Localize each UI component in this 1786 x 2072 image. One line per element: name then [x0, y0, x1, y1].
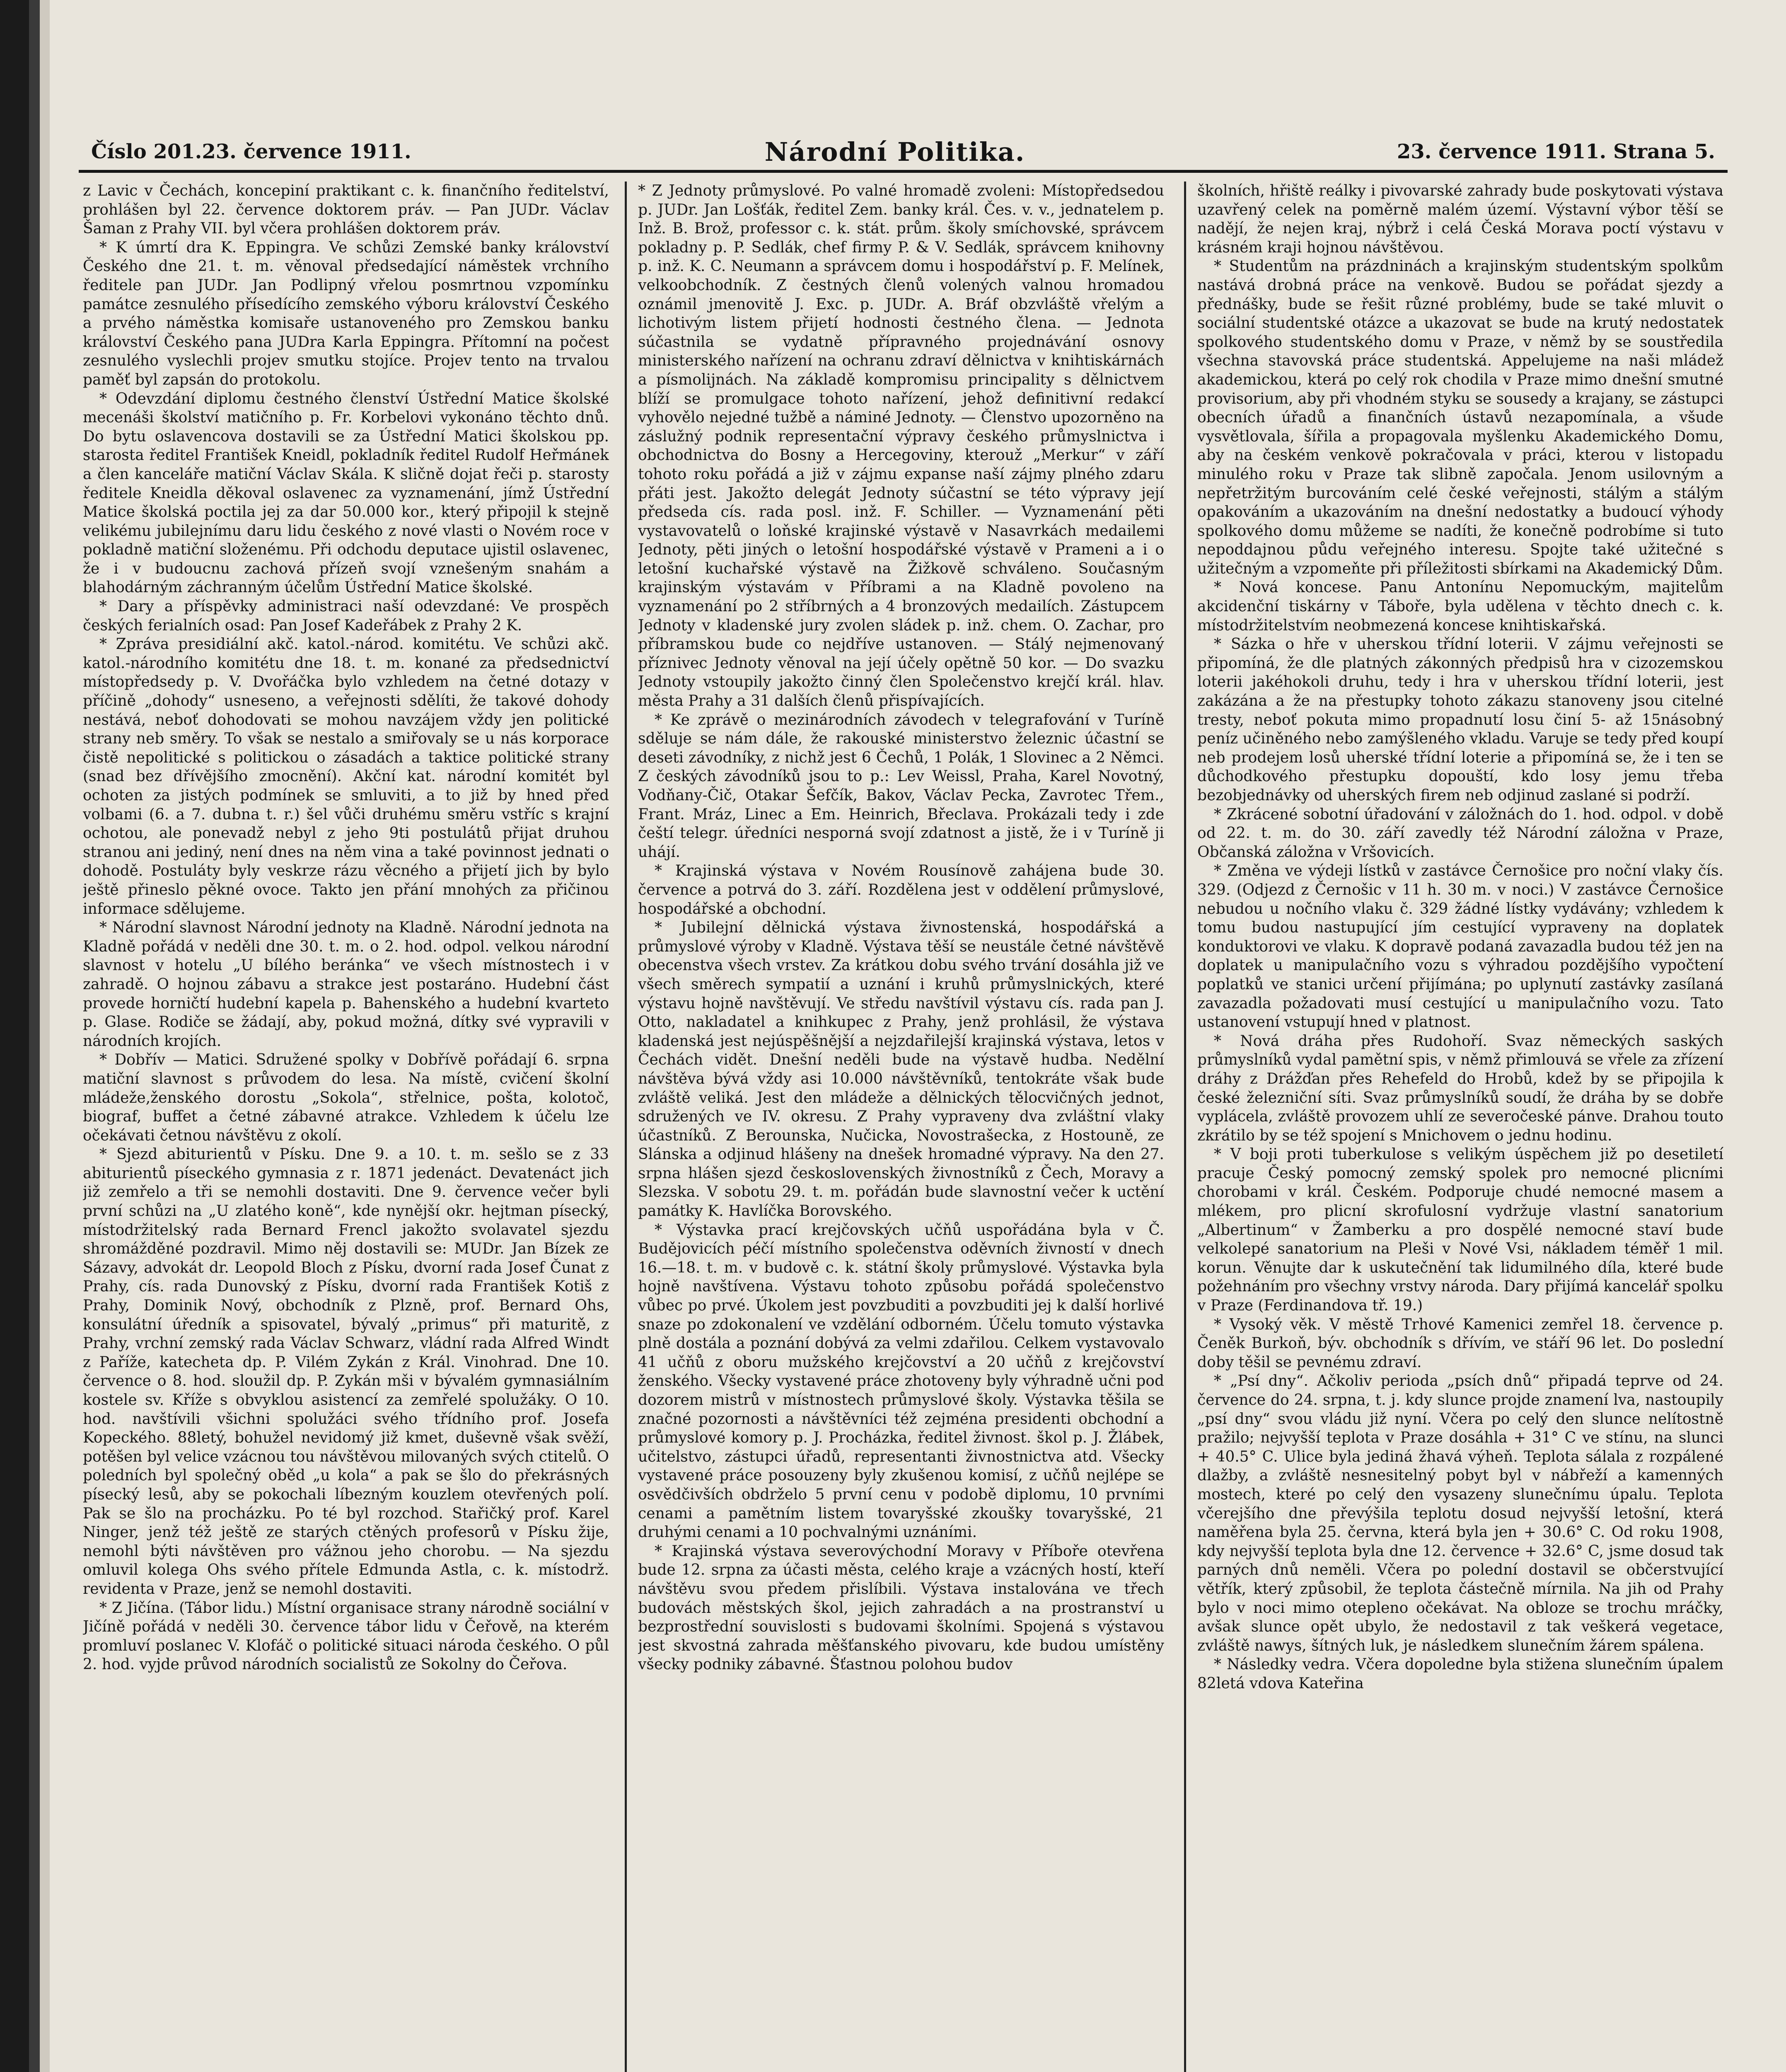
article-paragraph: * Dary a příspěvky administraci naší odevzdané: Ve prospěch českých ferialních osad: Pan Josef Kadeřábek z Prahy 2 K. [83, 598, 609, 634]
article-paragraph: * Vysoký věk. V městě Trhové Kamenici zemřel 18. července p. Čeněk Burkoň, býv. obchodník s dřívím, ve stáří 96 let. Do poslední doby těšil se pevnému zdraví. [1197, 1316, 1723, 1371]
article-paragraph: * Nová koncese. Panu Antonínu Nepomuckým, majitelům akcidenční tiskárny v Táboře, byla udělena v těchto dnech c. k. místodržitelstvím neobmezená koncese knihtiskařská. [1197, 579, 1723, 634]
issue-date-left: Číslo 201.23. července 1911. [91, 140, 411, 163]
article-columns [79, 182, 1728, 2072]
article-paragraph: * Změna ve výdeji lístků v zastávce Černošice pro noční vlaky čís. 329. (Odjezd z Černošic v 11 h. 30 m. v noci.) V zastávce Černošice nebudou u nočního vlaku č. 329 žádné lístky vydávány; vzhledem k tomu budou nastupující jím cestující vypraveny na doplatek konduktorovi ve vlaku. K dopravě podaná zavazadla budou též jen na doplatek u manipulačního vozu s výhradou pozdějšího vypočtení poplatků ve stanici určení přijímána; po uplynutí zastávky zasílaná zavazadla požadovati musí cestující u manipulačního vozu. Tato ustanovení vstupují hned v platnost. [1197, 862, 1723, 1031]
column-3 [1197, 182, 1723, 2072]
column-1 [83, 182, 609, 2072]
article-paragraph: * Sázka o hře v uherskou třídní loterii. V zájmu veřejnosti se připomíná, že dle platných zákonných předpisů hra v cizozemskou loterii jakéhokoli druhu, tedy i hra v uherskou třídní loterii, jest zakázána a že na přestupky tohoto zákazu stanoveny jsou citelné tresty, neboť pokuta mimo propadnutí losu činí 5- až 15násobný peníz učiněného nebo zamýšleného vkladu. Varuje se tedy před koupí neb prodejem losů uherské třídní loterie a připomíná se, že i ten se důchodkového přestupku dopouští, kdo losy jemu třeba bezobjednávky od uherských firem neb odjinud zaslané si podrží. [1197, 636, 1723, 804]
article-paragraph: * Následky vedra. Včera dopoledne byla stižena slunečním úpalem 82letá vdova Kateřina [1197, 1656, 1723, 1692]
article-paragraph: * V boji proti tuberkulose s velikým úspěchem již po desetiletí pracuje Český pomocný zemský spolek pro nemocné plicními chorobami v král. Českém. Podporuje chudé nemocné masem a mlékem, pro plicní skrofulosní vydržuje vlastní sanatorium „Albertinum“ v Žamberku a pro dospělé nemocné staví bude velkolepé sanatorium na Pleši v Nové Vsi, nákladem téměř 1 mil. korun. Věnujte dar k uskutečnění tak lidumilného díla, které bude požehnáním pro všechny vrstvy národa. Dary přijímá kancelář spolku v Praze (Ferdinandova tř. 19.) [1197, 1146, 1723, 1314]
article-paragraph: * Z Jičína. (Tábor lidu.) Místní organisace strany národně sociální v Jičíně pořádá v neděli 30. července tábor lidu v Čeřově, na kterém promluví poslanec V. Klofáč o politické situaci národa českého. O půl 2. hod. vyjde průvod národních socialistů ze Sokolny do Čeřova. [83, 1599, 609, 1673]
article-paragraph: * Dobřív — Matici. Sdružené spolky v Dobřívě pořádají 6. srpna matiční slavnost s průvodem do lesa. Na místě, cvičení školní mládeže,ženského dorostu „Sokola“, střelnice, pošta, kolotoč, biograf, buffet a četné zábavné atrakce. Vzhledem k účelu lze očekávati četnou návštěvu z okolí. [83, 1051, 609, 1144]
article-paragraph: * Ke zprávě o mezinárodních závodech v telegrafování v Turíně sděluje se nám dále, že rakouské ministerstvo železnic účastní se deseti závodníky, z nichž jest 6 Čechů, 1 Polák, 1 Slovinec a 2 Němci. Z českých závodníků jsou to p.: Lev Weissl, Praha, Karel Novotný, Vodňany-Čič, Otakar Šefčík, Bakov, Václav Pecka, Zavrotec Třem., Frant. Mráz, Linec a Em. Heinrich, Břeclava. Prokázali tedy i zde čeští telegr. úředníci nesporná svojí zdatnost a jistě, že i v Turíně ji uhájí. [638, 711, 1164, 861]
masthead-title: Národní Politika. [764, 137, 1025, 167]
page-header [79, 133, 1728, 173]
article-paragraph: z Lavic v Čechách, koncepiní praktikant c. k. finančního ředitelství, prohlášen byl 22. července doktorem práv. — Pan JUDr. Václav Šaman z Prahy VII. byl včera prohlášen doktorem práv. [83, 182, 609, 237]
article-paragraph: * Zpráva presidiální akč. katol.-národ. komitétu. Ve schůzi akč. katol.-národního komitétu dne 18. t. m. konané za předsednictví místopředsedy p. V. Dvořáčka bylo vzhledem na četné dotazy v příčině „dohody“ usneseno, a veřejnosti sdělíti, že takové dohody nestává, neboť dohodovati se mohou navzájem vždy jen politické strany neb směry. To však se nestalo a smiřovaly se u nás korporace čistě nepolitické s politickou o zásadách a taktice politické strany (snad bez dřívějšího zmocnění). Akční kat. národní komitét byl ochoten za jistých podmínek se smluviti, a to již by hned před volbami (6. a 7. dubna t. r.) šel vůči druhému směru vstříc s krajní ochotou, ale ponevadž nebyl z jeho 9ti postulátů přijat druhou stranou ani jediný, není dnes na něm vina a také povinnost jednati o dohodě. Postuláty byly veskrze rázu věcného a přijetí jich by bylo ještě přineslo pěkné ovoce. Takto jen přání mnohých za přičinou informace sdělujeme. [83, 636, 609, 917]
article-paragraph: * Krajinská výstava v Novém Rousínově zahájena bude 30. července a potrvá do 3. září. Rozdělena jest v oddělení průmyslové, hospodářské a obchodní. [638, 862, 1164, 917]
scan-page-edge [0, 0, 50, 2072]
column-2 [638, 182, 1164, 2072]
article-paragraph: * Národní slavnost Národní jednoty na Kladně. Národní jednota na Kladně pořádá v neděli dne 30. t. m. o 2. hod. odpol. velkou národní slavnost v hotelu „U bílého beránka“ ve všech místnostech i v zahradě. O hojnou zábavu a strakce jest postaráno. Hudební část provede horničtí hudební kapela p. Bahenského a hudební kvarteto p. Glase. Rodiče se žádají, aby, pokud možná, dítky své vypravili v národních krojích. [83, 919, 609, 1050]
article-paragraph: * Sjezd abiturientů v Písku. Dne 9. a 10. t. m. sešlo se z 33 abiturientů píseckého gymnasia z r. 1871 jedenáct. Devatenáct jich již zemřelo a tři se nemohli dostaviti. Dne 9. července večer byli první schůzi na „U zlatého koně“, kde nynější okr. hejtman písecký, místodržitelský rada Bernard Frencl jakožto svolavatel sjezdu shromážděné pozdravil. Mimo něj dostavili se: MUDr. Jan Bízek ze Sázavy, advokát dr. Leopold Bloch z Písku, dvorní rada Josef Čunat z Prahy, cís. rada Dunovský z Písku, dvorní rada František Kotiš z Prahy, Dominik Nový, obchodník z Plzně, prof. Bernard Ohs, konsulátní úředník a spisovatel, bývalý „primus“ při maturitě, z Prahy, vrchní zemský rada Václav Schwarz, vládní rada Alfred Windt z Paříže, katecheta dp. P. Vilém Zykán z Král. Vinohrad. Dne 10. července o 8. hod. sloužil dp. P. Zykán mši v bývalém gymnasiálním kostele sv. Kříže s obvyklou asistencí za zemřelé spolužáky. O 10. hod. navštívili všichni spolužáci svého třídního prof. Josefa Kopeckého. 88letý, bohužel nevidomý již kmet, duševně však svěží, potěšen byl velice vzácnou tou návštěvou milovaných svých ctitelů. O poledních byl společný oběd „u kola“ a pak se šlo do překrásných písecký lesů, aby se pokochali líbezným kouzlem otevřených polí. Pak se šlo na procházku. Po té byl rozchod. Stařičký prof. Karel Ninger, jenž též ještě ze starých ctěných profesorů v Písku žije, nemohl býti návštěven pro vážnou jeho chorobu. — Na sjezdu omluvil kolega Ohs svého přítele Edmunda Astla, c. k. místodrž. revidenta v Praze, jenž se nemohl dostaviti. [83, 1146, 609, 1598]
article-paragraph: * Z Jednoty průmyslové. Po valné hromadě zvoleni: Místopředsedou p. JUDr. Jan Lošťák, ředitel Zem. banky král. Čes. v. v., jednatelem p. Inž. B. Brož, professor c. k. stát. prům. školy smíchovské, správcem pokladny p. P. Sedlák, chef firmy P. & V. Sedlák, správcem knihovny p. inž. K. C. Neumann a správcem domu i hospodářství p. F. Melínek, velkoobchodník. Z čestných členů volených valnou hromadou oznámil jmenovitě J. Exc. p. JUDr. A. Bráf obzvláště vřelým a lichotivým listem přijetí hodnosti čestného člena. — Jednota súčastnila se vydatně přípravného projednávání osnovy ministerského nařízení na ochranu zdraví dělnictva v knihtiskárnách a písmolijnách. Na základě kompromisu principality s dělnictvem blíží se promulgace tohoto nařízení, jehož definitivní redakcí vyhovělo nejedné tužbě a náminé Jednoty. — Členstvo upozorněno na záslužný podnik representační výpravy českého průmyslnictva i obchodnictva do Bosny a Hercegoviny, kterouž „Merkur“ v září tohoto roku pořádá a již v zájmu expanse naší zájmy plného zdaru přáti jest. Jakožto delegát Jednoty súčastní se této výpravy její předseda cís. rada posl. inž. F. Schiller. — Vyznamenání pěti vystavovatelů o loňské krajinské výstavě v Nasavrkách medailemi Jednoty, pěti jiných o letošní hospodářské výstavě v Prameni a i o letošní kuchařské výstavě na Žižkově schváleno. Současným krajinským výstavám v Příbrami a na Kladně povoleno na vyznamenání po 2 stříbrných a 4 bronzových medailích. Zástupcem Jednoty v kladenské jury zvolen sládek p. inž. chem. O. Zachar, pro příbramskou bude co nejdříve ustanoven. — Stálý nejmenovaný příznivec Jednoty věnoval na její účely opětně 50 kor. — Do svazku Jednoty vstoupily jakožto činný člen Společenstvo krejčí král. hlav. města Prahy a 31 dalších členů přispívajících. [638, 182, 1164, 710]
page-number-date: 23. července 1911. Strana 5. [1397, 140, 1715, 163]
article-paragraph: * Krajinská výstava severovýchodní Moravy v Příboře otevřena bude 12. srpna za účasti města, celého kraje a vzácných hostí, kteří návštěvu svou předem přislíbili. Výstava instalována ve třech budovách městských škol, jejich zahradách a na prostranství u bezprostřední souvislosti s budovami školními. Spojená s výstavou jest skvostná zahrada měšťanského pivovaru, kde budou umístěny všecky podniky zábavné. Šťastnou polohou budov [638, 1542, 1164, 1673]
article-paragraph: * K úmrtí dra K. Eppingra. Ve schůzi Zemské banky království Českého dne 21. t. m. věnoval předsedající náměstek vrchního ředitele pan JUDr. Jan Podlipný vřelou posmrtnou vzpomínku památce zesnulého přísedícího zemského výboru království Českého a prvého náměstka komisaře ustanoveného pro Zemskou banku království Českého pana JUDra Karla Eppingra. Přítomní na počest zesnulého vyslechli projev smutku stojíce. Projev tento na trvalou paměť byl zapsán do protokolu. [83, 239, 609, 388]
article-paragraph: * Odevzdání diplomu čestného členství Ústřední Matice školské mecenáši školství matičního p. Fr. Korbelovi vykonáno těchto dnů. Do bytu oslavencova dostavili se za Ústřední Matici školskou pp. starosta ředitel František Kneidl, pokladník ředitel Rudolf Heřmánek a člen kanceláře matiční Václav Skála. K sličně dojat řeči p. starosty ředitele Kneidla děkoval oslavenec za vyznamenání, jímž Ústřední Matice školská poctila jej za dar 50.000 kor., který připojil k stejně velikému jubilejnímu daru lidu českého z nové vlasti o Novém roce v pokladně matiční složenému. Při odchodu deputace ujistil oslavenec, že i v budoucnu zachová přízeň svojí vznešeným snahám a blahodárným záchranným účelům Ústřední Matice školské. [83, 390, 609, 596]
article-paragraph: školních, hřiště reálky i pivovarské zahrady bude poskytovati výstava uzavřený celek na poměrně malém území. Výstavní výbor těší se nadějí, že nejen kraj, nýbrž i celá Česká Morava poctí výstavu v krásném kraji hojnou návštěvou. [1197, 182, 1723, 256]
newspaper-page [79, 133, 1728, 2072]
article-paragraph: * Výstavka prací krejčovských učňů uspořádána byla v Č. Budějovicích péčí místního společenstva oděvních živností v dnech 16.—18. t. m. v budově c. k. státní školy průmyslové. Výstavka byla hojně navštívena. Výstavu tohoto způsobu pořádá společenstvo vůbec po prvé. Úkolem jest povzbuditi a povzbuditi jej k další horlivé snaze po zdokonalení ve vzdělání odborném. Účelu tomuto výstavka plně dostála a poznání dobývá za velmi zdařilou. Celkem vystavovalo 41 učňů z oboru mužského krejčovství a 20 učňů z krejčovství ženského. Všecky vystavené práce zhotoveny byly výhradně učni pod dozorem mistrů v místnostech průmyslové školy. Výstavka těšila se značné pozornosti a návštěvníci též zejména presidenti obchodní a průmyslové komory p. J. Procházka, ředitel živnost. škol p. J. Žlábek, učitelstvo, zástupci úřadů, representanti živnostnictva atd. Všecky vystavené práce posouzeny byly zkušenou komisí, z učňů nejlépe se osvědčivších obdrželo 5 první cenu v podobě diplomu, 10 prvními cenami a pamětním listem tovaryšské zkoušky tovaryšské, 21 druhými cenami a 10 pochvalnými uznáními. [638, 1221, 1164, 1541]
article-paragraph: * Jubilejní dělnická výstava živnostenská, hospodářská a průmyslové výroby v Kladně. Výstava těší se neustále četné návštěvě obecenstva všech vrstev. Za krátkou dobu svého trvání dosáhla již ve všech směrech sympatií a uznání i kruhů průmyslnických, které výstavu hojně navštěvují. Ve středu navštívil výstavu cís. rada pan J. Otto, nakladatel a knihkupec z Prahy, jenž prohlásil, že výstava kladenská jest nejúspěšnější a nejzdařilejší krajinská výstava, letos v Čechách vidět. Dnešní neděli bude na výstavě hudba. Nedělní návštěva bývá vždy asi 10.000 návštěvníků, tentokráte však bude zvláště veliká. Jest den mládeže a dělnických tělocvičných jednot, sdružených ve IV. okresu. Z Prahy vypraveny dva zvláštní vlaky účastníků. Z Berounska, Nučicka, Novostrašecka, z Hostouně, ze Slánska a odjinud hlášeny na dnešek hromadné výpravy. Na den 27. srpna hlášen sjezd československých živnostníků z Čech, Moravy a Slezska. V sobotu 29. t. m. pořádán bude slavnostní večer k uctění památky K. Havlíčka Borovského. [638, 919, 1164, 1220]
article-paragraph: * Studentům na prázdninách a krajinským studentským spolkům nastává drobná práce na venkově. Budou se pořádat sjezdy a přednášky, bude se řešit různé problémy, bude se také mluvit o sociální studentské otázce a ukazovat se bude na krutý nedostatek spolkového studentského domu v Praze, v němž by se soustředila všechna stavovská práce studentská. Appelujeme na naši mládež akademickou, která po celý rok chodila v Praze mimo dnešní smutné provisorium, aby při vhodném styku se sousedy a krajany, se zástupci obecních úřadů a finančních ústavů nezapomínala, a všude vysvětlovala, šířila a propagovala myšlenku Akademického Domu, aby na českém venkově pokračovala v práci, kterou v listopadu minulého roku v Praze tak slibně započala. Jenom usilovným a nepřetržitým burcováním celé české veřejnosti, stálým a stálým opakováním a ukazováním na dnešní nedostatky a budoucí výhody spolkového domu můžeme se nadíti, že konečně podrobíme si tuto nepoddajnou půdu veřejného interesu. Spojte také užitečné s užitečným a vzpomeňte při příležitosti sbírkami na Akademický Dům. [1197, 258, 1723, 577]
article-paragraph: * Zkrácené sobotní úřadování v záložnách do 1. hod. odpol. v době od 22. t. m. do 30. září zavedly též Národní záložna v Praze, Občanská záložna v Vršovicích. [1197, 806, 1723, 861]
article-paragraph: * „Psí dny“. Ačkoliv perioda „psích dnů“ připadá teprve od 24. července do 24. srpna, t. j. kdy slunce projde znamení lva, nastoupily „psí dny“ svou vládu již nyní. Včera po celý den slunce nelítostně pražilo; nejvyšší teplota v Praze dosáhla + 31° C ve stínu, na slunci + 40.5° C. Ulice byla jediná žhavá výheň. Teplota sálala z rozpálené dlažby, a zvláště nesnesitelný pobyt byl v nábřeží a kamenných mostech, které po celý den vysazeny slunečnímu úpalu. Teplota včerejšího dne převýšila teplotu dosud nejvyšší letošní, která naměřena byla 25. června, která byla jen + 30.6° C. Od roku 1908, kdy nejvyšší teplota byla dne 12. července + 32.6° C, jsme dosud tak parných dnů neměli. Včera po polední dostavil se občerstvující větřík, který způsobil, že teplota částečně mírnila. Na jih od Prahy bylo v noci mimo otepleno očekávat. Na obloze se trochu mráčky, avšak slunce opět ubylo, že nedostavil z tak veškerá vegetace, zvláště nawys, šítných luk, je následkem slunečním žárem spálena. [1197, 1372, 1723, 1654]
article-paragraph: * Nová dráha přes Rudohoří. Svaz německých saských průmyslníků vydal pamětní spis, v němž přimlouvá se vřele za zřízení dráhy z Drážďan přes Rehefeld do Hrobů, kdež by se připojila k české železniční síti. Svaz průmyslníků soudí, že dráha by se dobře vyplácela, zvláště provozem uhlí ze severočeské pánve. Drahou touto zkrátilo by se též spojení s Mnichovem o jednu hodinu. [1197, 1032, 1723, 1144]
